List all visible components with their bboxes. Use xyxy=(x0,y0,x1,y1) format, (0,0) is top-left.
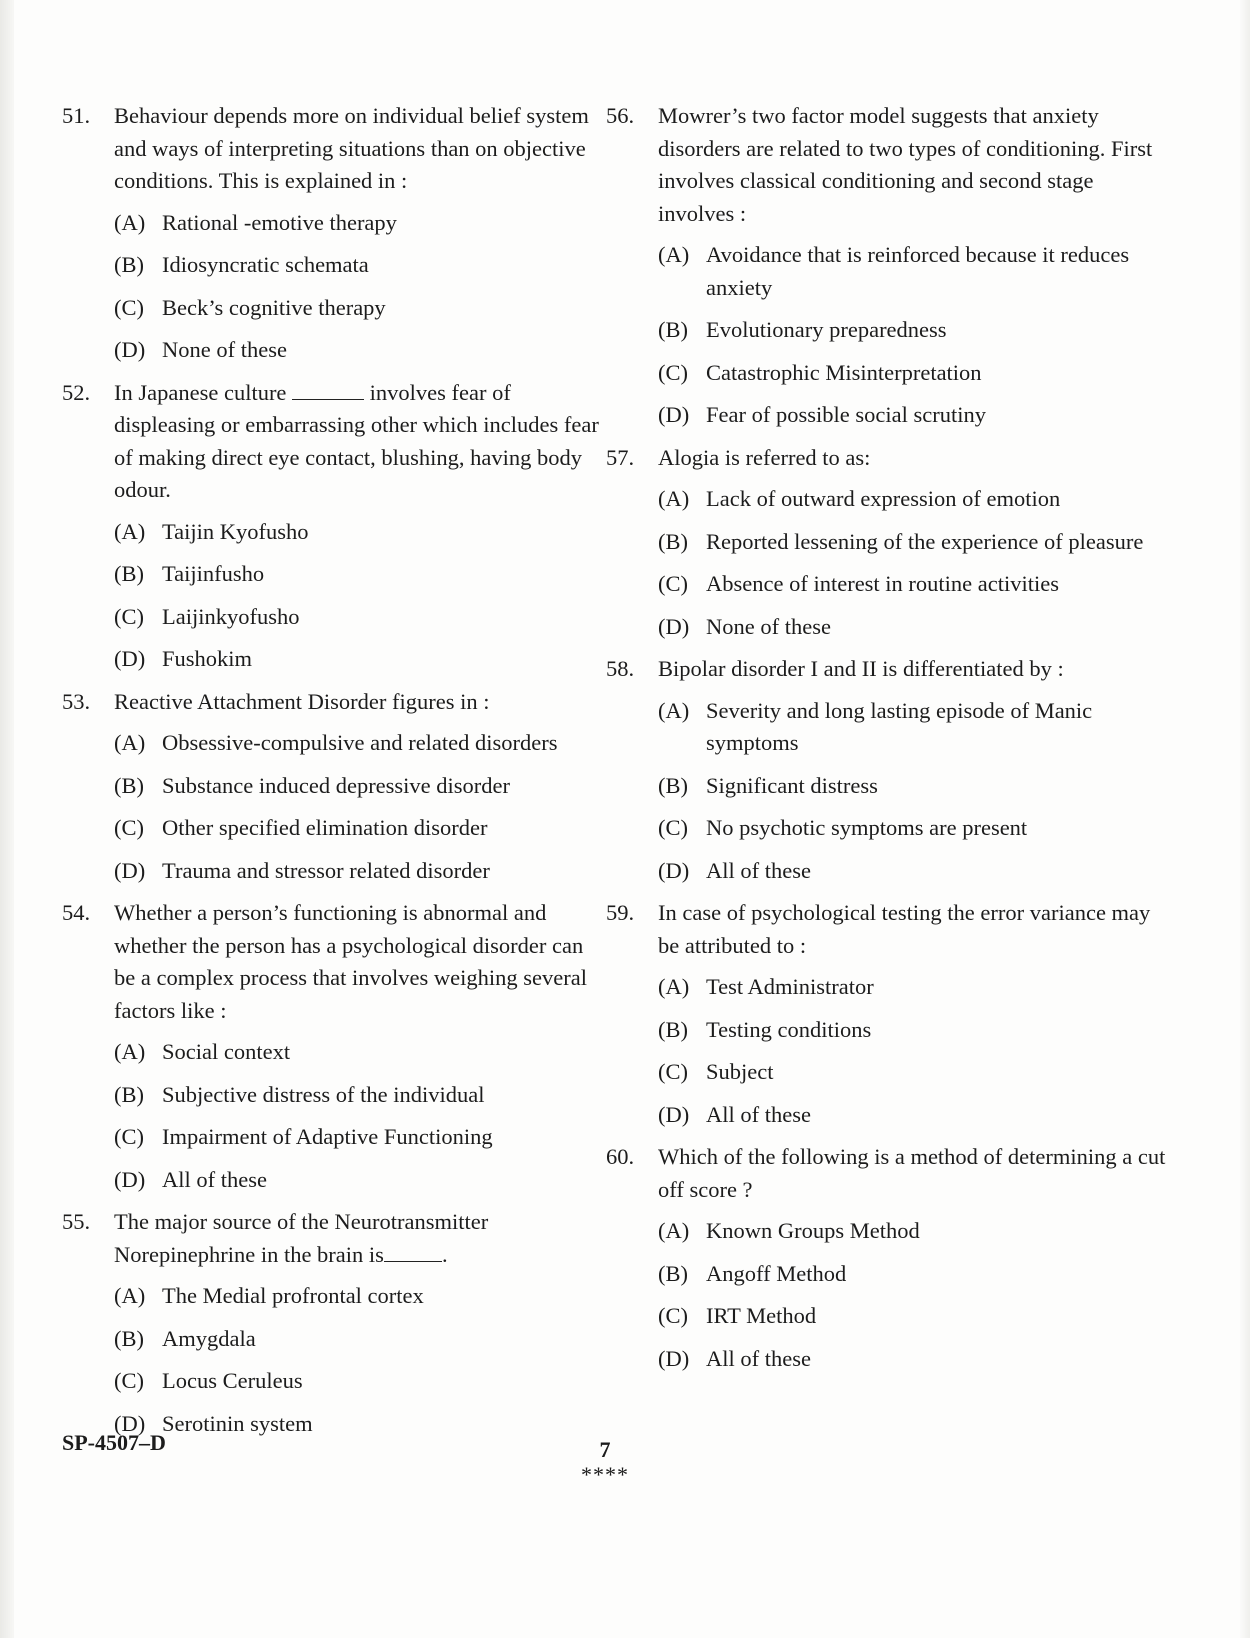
option-letter: (C) xyxy=(658,571,688,596)
question-52 xyxy=(62,377,607,676)
option-letter: (C) xyxy=(114,603,144,629)
question-54 xyxy=(62,897,607,1196)
option-c[interactable] xyxy=(114,1121,607,1154)
option-c[interactable] xyxy=(658,568,1166,601)
question-number: 56. xyxy=(606,103,635,128)
options-list xyxy=(114,1280,607,1440)
question-number: 54. xyxy=(62,900,91,925)
option-b[interactable] xyxy=(658,770,1166,803)
question-text: Which of the following is a method of determining a cut off score ? xyxy=(658,1144,1166,1202)
question-57 xyxy=(606,442,1166,644)
option-text: Catastrophic Misinterpretation xyxy=(706,359,982,385)
option-b[interactable] xyxy=(114,1323,607,1356)
question-text: Behaviour depends more on individual belief system and ways of interpreting situations than on objective conditions. This is explained in : xyxy=(114,103,589,193)
option-letter: (B) xyxy=(658,1016,688,1042)
option-text: Reported lessening of the experience of pleasure xyxy=(706,528,1144,554)
question-text: In case of psychological testing the error variance may be attributed to : xyxy=(658,900,1151,958)
option-letter: (B) xyxy=(658,317,688,342)
option-c[interactable] xyxy=(114,601,607,634)
option-b[interactable] xyxy=(658,1258,1166,1291)
option-letter: (A) xyxy=(114,1283,146,1308)
option-text: Absence of interest in routine activities xyxy=(706,571,1060,596)
option-a[interactable] xyxy=(658,239,1166,304)
option-a[interactable] xyxy=(114,1036,607,1069)
options-list xyxy=(658,483,1166,643)
option-d[interactable] xyxy=(658,855,1166,888)
option-b[interactable] xyxy=(658,526,1166,559)
option-letter: (B) xyxy=(658,528,688,554)
option-text: Severity and long lasting episode of Manic symptoms xyxy=(706,697,1093,755)
option-letter: (A) xyxy=(658,242,690,267)
option-letter: (D) xyxy=(114,1410,146,1436)
option-b[interactable] xyxy=(658,1014,1166,1047)
option-letter: (D) xyxy=(658,613,690,639)
option-d[interactable] xyxy=(658,399,1166,432)
option-c[interactable] xyxy=(114,812,607,845)
option-text: Amygdala xyxy=(162,1325,256,1351)
question-text: Bipolar disorder I and II is differentiated by : xyxy=(658,656,1064,681)
question-number: 57. xyxy=(606,444,635,470)
page-number: 7 xyxy=(599,1437,611,1462)
option-text: Laijinkyofusho xyxy=(162,603,300,629)
option-text: Testing conditions xyxy=(706,1016,872,1042)
option-b[interactable] xyxy=(114,558,607,591)
option-text: All of these xyxy=(706,857,811,883)
option-letter: (D) xyxy=(114,646,146,671)
option-text: None of these xyxy=(706,613,831,639)
option-b[interactable] xyxy=(658,314,1166,347)
option-a[interactable] xyxy=(658,483,1166,516)
option-text: No psychotic symptoms are present xyxy=(706,815,1028,840)
option-letter: (C) xyxy=(114,815,144,840)
option-text: None of these xyxy=(162,337,287,362)
end-marker: **** xyxy=(581,1462,629,1487)
fill-in-blank xyxy=(384,1243,442,1262)
option-text: Angoff Method xyxy=(706,1260,847,1286)
left-column xyxy=(62,100,607,1450)
option-text: Serotinin system xyxy=(162,1410,313,1436)
option-c[interactable] xyxy=(114,292,607,325)
option-text: Social context xyxy=(162,1039,291,1064)
options-list xyxy=(658,971,1166,1131)
option-c[interactable] xyxy=(114,1365,607,1398)
option-b[interactable] xyxy=(114,1079,607,1112)
option-letter: (B) xyxy=(114,1081,144,1107)
question-number: 51. xyxy=(62,103,91,128)
option-text: Fear of possible social scrutiny xyxy=(706,402,986,427)
option-d[interactable] xyxy=(114,855,607,888)
option-text: Obsessive-compulsive and related disorders xyxy=(162,730,558,755)
option-text: All of these xyxy=(706,1101,811,1127)
option-c[interactable] xyxy=(658,1300,1166,1333)
option-letter: (A) xyxy=(114,518,146,544)
question-number: 53. xyxy=(62,688,91,714)
option-a[interactable] xyxy=(658,1215,1166,1248)
option-d[interactable] xyxy=(114,1408,607,1441)
option-d[interactable] xyxy=(658,1099,1166,1132)
option-b[interactable] xyxy=(114,249,607,282)
question-text: Alogia is referred to as: xyxy=(658,444,871,470)
option-a[interactable] xyxy=(114,1280,607,1313)
option-letter: (C) xyxy=(114,1368,144,1393)
option-c[interactable] xyxy=(658,357,1166,390)
option-text: Subject xyxy=(706,1059,774,1084)
options-list xyxy=(114,727,607,887)
option-letter: (C) xyxy=(658,815,688,840)
option-letter: (C) xyxy=(658,1303,688,1328)
option-letter: (C) xyxy=(114,294,144,320)
options-list xyxy=(658,1215,1166,1375)
option-letter: (D) xyxy=(658,402,690,427)
option-letter: (B) xyxy=(114,252,144,277)
option-text: Taijin Kyofusho xyxy=(162,518,309,544)
option-a[interactable] xyxy=(658,971,1166,1004)
options-list xyxy=(658,239,1166,432)
option-letter: (A) xyxy=(114,209,146,235)
question-51 xyxy=(62,100,607,367)
option-text: All of these xyxy=(706,1345,811,1371)
question-53 xyxy=(62,686,607,888)
question-55 xyxy=(62,1206,607,1440)
option-letter: (B) xyxy=(114,772,144,798)
question-59 xyxy=(606,897,1166,1131)
question-number: 59. xyxy=(606,900,635,925)
option-letter: (A) xyxy=(658,697,690,723)
option-letter: (D) xyxy=(114,337,146,362)
option-text: Locus Ceruleus xyxy=(162,1368,303,1393)
option-c[interactable] xyxy=(658,812,1166,845)
option-d[interactable] xyxy=(114,334,607,367)
option-letter: (A) xyxy=(658,486,690,511)
option-d[interactable] xyxy=(114,643,607,676)
option-text: Taijinfusho xyxy=(162,561,265,586)
option-text: Significant distress xyxy=(706,772,878,798)
option-text: Substance induced depressive disorder xyxy=(162,772,511,798)
question-text-before-blank: In Japanese culture xyxy=(114,379,287,405)
option-letter: (B) xyxy=(114,1325,144,1351)
option-letter: (D) xyxy=(658,857,690,883)
option-letter: (B) xyxy=(658,772,688,798)
question-text: Whether a person’s functioning is abnormal and whether the person has a psychological disorder can be a complex process that involves weighing several factors like : xyxy=(114,900,587,1023)
option-letter: (D) xyxy=(114,857,146,883)
option-letter: (A) xyxy=(114,1039,146,1064)
option-letter: (D) xyxy=(658,1101,690,1127)
question-text: Mowrer’s two factor model suggests that anxiety disorders are related to two types of conditioning. First involves classical conditioning and second stage involves : xyxy=(658,103,1153,226)
option-letter: (C) xyxy=(658,359,688,385)
option-text: Fushokim xyxy=(162,646,253,671)
option-letter: (A) xyxy=(658,1218,690,1243)
option-text: Beck’s cognitive therapy xyxy=(162,294,386,320)
option-a[interactable] xyxy=(114,516,607,549)
question-number: 60. xyxy=(606,1144,635,1169)
option-letter: (D) xyxy=(114,1166,146,1192)
option-text: Trauma and stressor related disorder xyxy=(162,857,490,883)
option-a[interactable] xyxy=(658,695,1166,760)
option-letter: (D) xyxy=(658,1345,690,1371)
option-letter: (A) xyxy=(658,974,690,999)
option-a[interactable] xyxy=(114,207,607,240)
scan-edge-right xyxy=(1240,0,1250,1638)
option-text: All of these xyxy=(162,1166,267,1192)
right-column xyxy=(606,100,1166,1385)
question-56 xyxy=(606,100,1166,432)
question-text: Reactive Attachment Disorder figures in : xyxy=(114,688,490,714)
option-text: The Medial profrontal cortex xyxy=(162,1283,424,1308)
question-number: 55. xyxy=(62,1209,91,1234)
question-number: 58. xyxy=(606,656,635,681)
option-text: Avoidance that is reinforced because it reduces anxiety xyxy=(706,242,1130,300)
option-text: Idiosyncratic schemata xyxy=(162,252,369,277)
option-text: Other specified elimination disorder xyxy=(162,815,488,840)
option-text: Subjective distress of the individual xyxy=(162,1081,485,1107)
option-text: Evolutionary preparedness xyxy=(706,317,947,342)
options-list xyxy=(114,516,607,676)
question-60 xyxy=(606,1141,1166,1375)
question-text-before-blank: The major source of the Neurotransmitter Norepinephrine in the brain is xyxy=(114,1209,489,1267)
option-a[interactable] xyxy=(114,727,607,760)
option-letter: (C) xyxy=(114,1124,144,1149)
option-text: Impairment of Adaptive Functioning xyxy=(162,1124,493,1149)
question-text xyxy=(114,1206,607,1271)
options-list xyxy=(114,1036,607,1196)
option-d[interactable] xyxy=(114,1164,607,1197)
option-letter: (B) xyxy=(658,1260,688,1286)
options-list xyxy=(114,207,607,367)
question-number: 52. xyxy=(62,379,91,405)
fill-in-blank xyxy=(292,381,364,400)
option-letter: (A) xyxy=(114,730,146,755)
option-d[interactable] xyxy=(658,1343,1166,1376)
question-text xyxy=(114,377,607,507)
option-b[interactable] xyxy=(114,770,607,803)
option-d[interactable] xyxy=(658,611,1166,644)
paper-code: SP-4507–D xyxy=(62,1430,166,1455)
option-text: Rational -emotive therapy xyxy=(162,209,397,235)
question-text-after-blank: . xyxy=(441,1241,448,1267)
option-letter: (C) xyxy=(658,1059,688,1084)
option-c[interactable] xyxy=(658,1056,1166,1089)
scan-edge-left xyxy=(0,0,14,1638)
option-text: Known Groups Method xyxy=(706,1218,920,1243)
question-text-after-blank: involves fear of displeasing or embarrassing other which includes fear of making direct eye contact, blushing, having body odour. xyxy=(114,379,599,502)
options-list xyxy=(658,695,1166,888)
option-text: Test Administrator xyxy=(706,974,874,999)
question-58 xyxy=(606,653,1166,887)
option-text: IRT Method xyxy=(706,1303,817,1328)
option-letter: (B) xyxy=(114,561,144,586)
option-text: Lack of outward expression of emotion xyxy=(706,486,1061,511)
